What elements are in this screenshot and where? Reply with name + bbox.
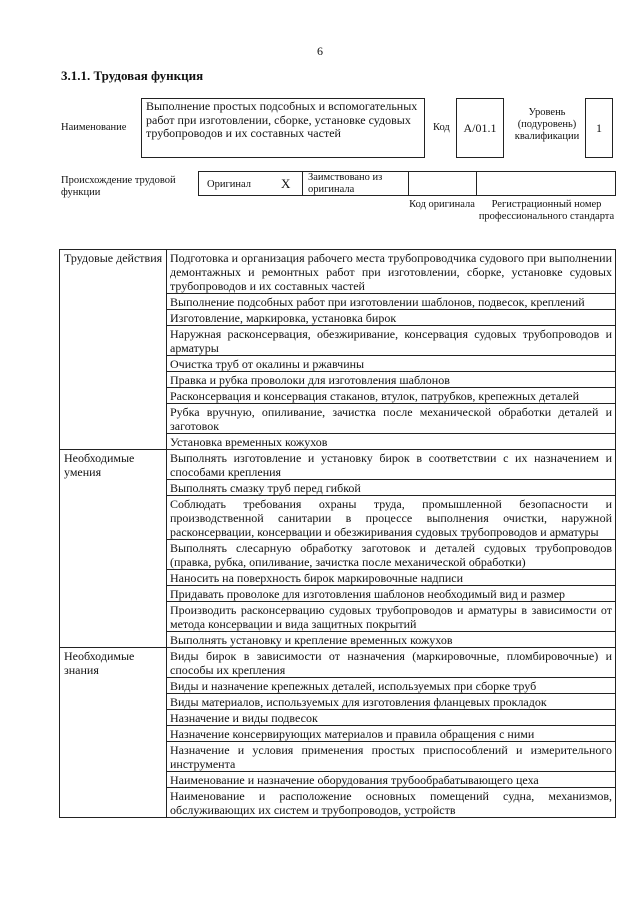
item-cell: Расконсервация и консервация стаканов, втулок, патрубков, крепежных деталей	[167, 388, 616, 404]
original-label: Оригинал	[207, 179, 251, 190]
item-cell: Установка временных кожухов	[167, 434, 616, 450]
borrowed-label: Заимствовано из оригинала	[308, 172, 383, 195]
code-original-cell	[408, 172, 477, 195]
original-mark: X	[281, 176, 291, 191]
item-cell: Выполнять смазку труб перед гибкой	[167, 480, 616, 496]
item-cell: Выполнять установку и крепление временных кожухов	[167, 632, 616, 648]
borrowed-cell	[302, 172, 409, 195]
item-cell: Очистка труб от окалины и ржавчины	[167, 356, 616, 372]
original-cell	[199, 172, 303, 195]
item-cell: Наименование и расположение основных помещений судна, механизмов, обслуживающих их систем и трубопроводов, устройств	[167, 788, 616, 818]
code-original-label: Код оригинала	[409, 199, 475, 210]
name-label: Наименование	[61, 122, 127, 133]
item-cell: Назначение и условия применения простых приспособлений и измерительного инструмента	[167, 742, 616, 772]
item-cell: Выполнять слесарную обработку заготовок и деталей судовых трубопроводов (правка, рубка, опиливание, зачистка после механической обработки)	[167, 540, 616, 570]
item-cell: Производить расконсервацию судовых трубопроводов и арматуры в зависимости от метода консервации и вида защитных покрытий	[167, 602, 616, 632]
item-cell: Виды бирок в зависимости от назначения (маркировочные, пломбировочные) и способы их крепления	[167, 648, 616, 678]
reg-number-cell	[476, 172, 615, 195]
item-cell: Наружная расконсервация, обезжиривание, консервация судовых трубопроводов и арматуры	[167, 326, 616, 356]
table-row	[60, 250, 616, 294]
code-value: A/01.1	[456, 98, 504, 158]
level-value: 1	[585, 98, 613, 158]
item-cell: Рубка вручную, опиливание, зачистка после механической обработки деталей и заготовок	[167, 404, 616, 434]
item-cell: Подготовка и организация рабочего места трубопроводчика судового при выполнении демонтажных и ремонтных работ при изготовлении, сборке, установке судовых трубопроводов и их составных частей	[167, 250, 616, 294]
category-cell: Необходимые умения	[60, 450, 167, 648]
section-title: 3.1.1. Трудовая функция	[61, 68, 204, 83]
item-cell: Назначение и виды подвесок	[167, 710, 616, 726]
item-cell: Придавать проволоке для изготовления шаблонов необходимый вид и размер	[167, 586, 616, 602]
item-cell: Назначение консервирующих материалов и правила обращения с ними	[167, 726, 616, 742]
item-cell: Наименование и назначение оборудования трубообрабатывающего цеха	[167, 772, 616, 788]
item-cell: Правка и рубка проволоки для изготовления шаблонов	[167, 372, 616, 388]
item-cell: Выполнять изготовление и установку бирок в соответствии с их назначением и способами крепления	[167, 450, 616, 480]
item-cell: Виды материалов, используемых для изготовления фланцевых прокладок	[167, 694, 616, 710]
origin-label: Происхождение трудовой функции	[61, 175, 176, 198]
table-row	[60, 648, 616, 678]
item-cell: Соблюдать требования охраны труда, промышленной безопасности и производственной санитарии в процессе выполнения очистки, наружной расконсервации, консервации и обезжиривания судовых трубопроводов и арматуры	[167, 496, 616, 540]
reg-number-label: Регистрационный номер профессионального стандарта	[478, 199, 615, 222]
origin-row	[198, 171, 616, 196]
category-cell: Трудовые действия	[60, 250, 167, 450]
function-table	[59, 249, 616, 818]
item-cell: Виды и назначение крепежных деталей, используемых при сборке труб	[167, 678, 616, 694]
page-number: 6	[317, 44, 323, 58]
category-cell: Необходимые знания	[60, 648, 167, 818]
item-cell: Изготовление, маркировка, установка бирок	[167, 310, 616, 326]
code-label: Код	[433, 122, 450, 133]
item-cell: Выполнение подсобных работ при изготовлении шаблонов, подвесок, креплений	[167, 294, 616, 310]
table-row	[60, 450, 616, 480]
level-label: Уровень (подуровень) квалификации	[514, 107, 580, 142]
name-value: Выполнение простых подсобных и вспомогательных работ при изготовлении, сборке, установке судовых трубопроводов и их составных частей	[141, 98, 425, 158]
item-cell: Наносить на поверхность бирок маркировочные надписи	[167, 570, 616, 586]
